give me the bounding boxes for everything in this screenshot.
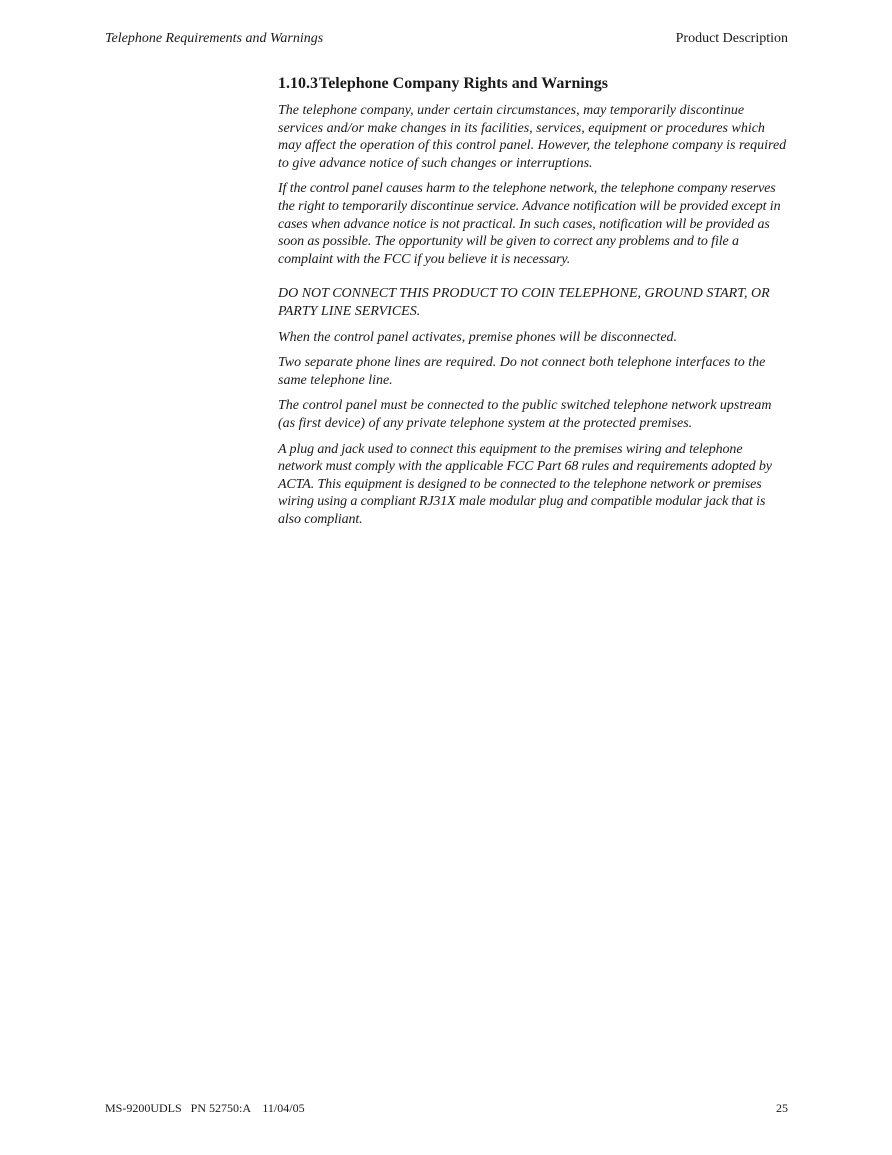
paragraph-service-changes: The telephone company, under certain circumstances, may temporarily discontinue services and/or make changes in its facilities, services, equipment or procedures which may affect the operation of this control panel. However, the telephone company is required to give advance notice of such changes or interruptions. [278,103,787,171]
running-header-left: Telephone Requirements and Warnings [105,31,324,46]
main-content [278,75,788,536]
paragraph-plug-jack: A plug and jack used to connect this equipment to the premises wiring and telephone network must comply with the applicable FCC Part 68 rules and requirements adopted by ACTA. This equipment is designed to be connected to the telephone network or premises wiring using a compliant RJ31X male modular plug and compatible modular jack that is also compliant. [278,441,772,527]
paragraph-separate-lines: Two separate phone lines are required. Do not connect both telephone interfaces to the same telephone line. [278,355,766,388]
section-title: Telephone Company Rights and Warnings [319,75,608,92]
paragraph-phone-disconnect: When the control panel activates, premise phones will be disconnected. [278,329,678,345]
section-number: 1.10.3 [278,75,318,92]
footer-page-number: 25 [776,1101,788,1115]
paragraph-connection-warning: DO NOT CONNECT THIS PRODUCT TO COIN TELEPHONE, GROUND START, OR PARTY LINE SERVICES. [278,286,770,319]
paragraph-network-harm: If the control panel causes harm to the telephone network, the telephone company reserves the right to temporarily discontinue service. Advance notification will be provided except in cases when advance notice is not practical. In such cases, notification will be provided as soon as possible. The opportunity will be given to correct any problems and to file a complaint with the FCC if you believe it is necessary. [278,181,781,267]
paragraph-pstn-upstream: The control panel must be connected to the public switched telephone network upstream (as first device) of any private telephone system at the protected premises. [278,398,772,431]
footer-document-id: MS-9200UDLS PN 52750:A 11/04/05 [105,1101,305,1115]
section-heading [278,75,788,93]
running-header-right: Product Description [675,31,788,46]
